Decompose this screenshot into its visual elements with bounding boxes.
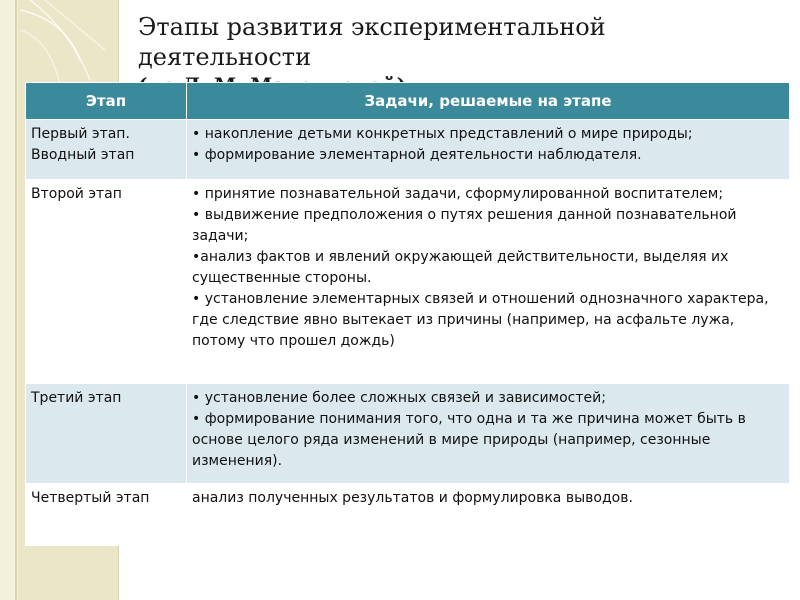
stage-label: Вводный этап: [31, 147, 135, 163]
task-item: •анализ фактов и явлений окружающей действительности, выделяя их существенные стороны.: [192, 249, 729, 286]
task-item: анализ полученных результатов и формулировка выводов.: [192, 490, 633, 506]
tasks-cell: [187, 484, 790, 546]
stages-table: [25, 82, 790, 546]
stage-cell: [26, 384, 187, 484]
stage-label: Первый этап.: [31, 126, 130, 142]
table-row: [26, 120, 790, 180]
tasks-cell: [187, 120, 790, 180]
task-item: • установление элементарных связей и отношений однозначного характера, где следствие явно вытекает из причины (например, на асфальте лужа, потому что прошел дождь): [192, 291, 769, 349]
table-row: [26, 180, 790, 384]
table-row: [26, 484, 790, 546]
stage-label: Третий этап: [31, 390, 122, 406]
task-item: • формирование понимания того, что одна и та же причина может быть в основе целого ряда изменений в мире природы (например, сезонные изменения).: [192, 411, 746, 469]
tasks-cell: [187, 180, 790, 384]
task-item: • установление более сложных связей и зависимостей;: [192, 390, 606, 406]
stage-cell: [26, 120, 187, 180]
stage-label: Второй этап: [31, 186, 122, 202]
tasks-cell: [187, 384, 790, 484]
header-tasks: Задачи, решаемые на этапе: [187, 83, 790, 120]
header-stage: Этап: [26, 83, 187, 120]
stage-cell: [26, 180, 187, 384]
table-row: [26, 384, 790, 484]
task-item: • выдвижение предположения о путях решения данной познавательной задачи;: [192, 207, 737, 244]
title-line-1: Этапы развития экспериментальной деятельности: [138, 13, 606, 71]
task-item: • принятие познавательной задачи, сформулированной воспитателем;: [192, 186, 724, 202]
decorative-swirl-icon: [20, 0, 110, 90]
task-item: • формирование элементарной деятельности наблюдателя.: [192, 147, 642, 163]
decorative-line: [15, 0, 17, 600]
stage-label: Четвертый этап: [31, 490, 150, 506]
task-item: • накопление детьми конкретных представлений о мире природы;: [192, 126, 693, 142]
stage-cell: [26, 484, 187, 546]
table-header-row: [26, 83, 790, 120]
